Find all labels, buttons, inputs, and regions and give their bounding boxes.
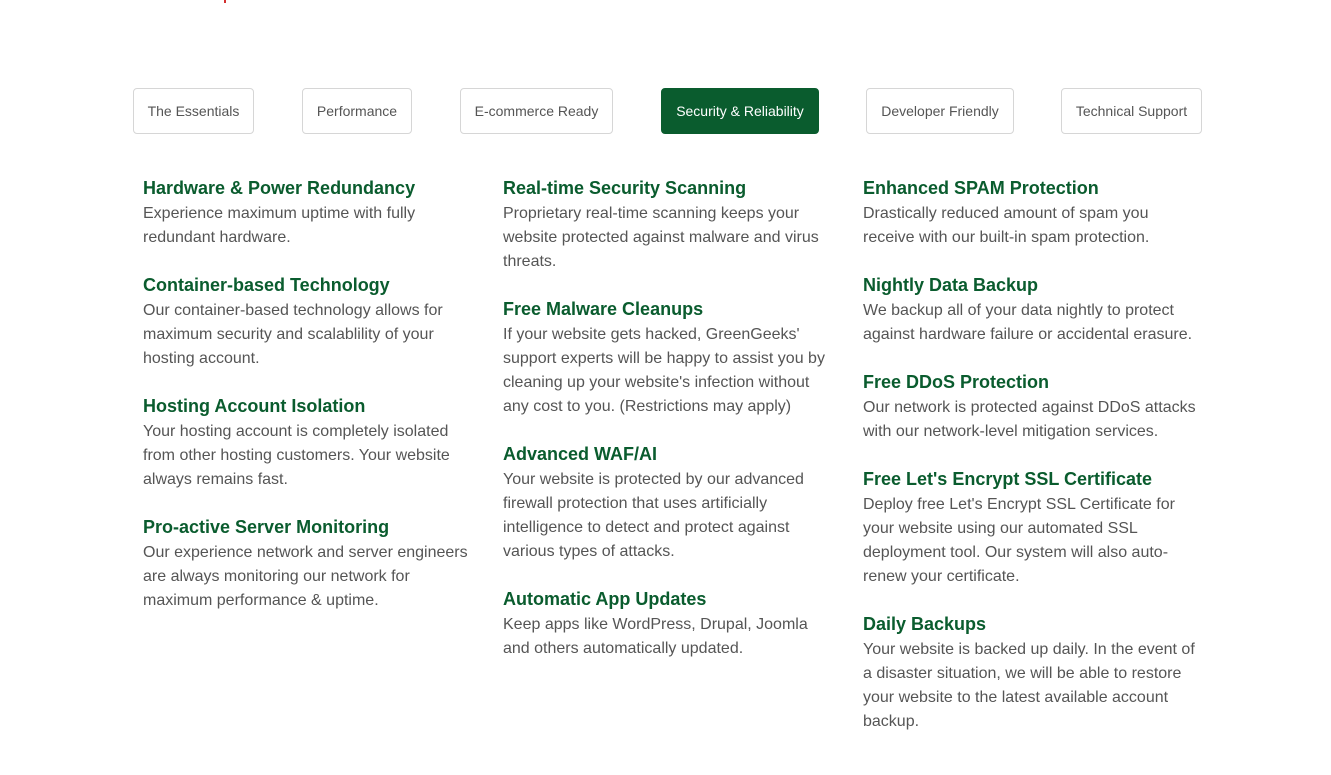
decorative-red-mark bbox=[224, 0, 226, 3]
feature-item bbox=[503, 587, 833, 661]
feature-description: Drastically reduced amount of spam you receive with our built-in spam protection. bbox=[863, 205, 1150, 246]
tab-performance[interactable]: Performance bbox=[302, 88, 412, 134]
tab-the-essentials[interactable]: The Essentials bbox=[133, 88, 254, 134]
feature-title: Advanced WAF/AI bbox=[503, 444, 658, 464]
tab-security-reliability[interactable]: Security & Reliability bbox=[661, 88, 819, 134]
feature-title: Pro-active Server Monitoring bbox=[143, 517, 390, 537]
feature-description: Experience maximum uptime with fully redundant hardware. bbox=[143, 205, 416, 246]
feature-item bbox=[143, 394, 483, 492]
feature-title: Automatic App Updates bbox=[503, 589, 707, 609]
feature-description: Your website is backed up daily. In the event of a disaster situation, we will be able to restore your website to the latest available account backup. bbox=[863, 641, 1195, 730]
feature-description: Deploy free Let's Encrypt SSL Certificate for your website using our automated SSL deployment tool. Our system will also auto-renew your certificate. bbox=[863, 496, 1175, 585]
feature-column-1 bbox=[143, 176, 483, 636]
feature-description: Our network is protected against DDoS attacks with our network-level mitigation services. bbox=[863, 399, 1196, 440]
tab-technical-support[interactable]: Technical Support bbox=[1061, 88, 1202, 134]
feature-title: Free Let's Encrypt SSL Certificate bbox=[863, 469, 1153, 489]
feature-item bbox=[503, 176, 833, 274]
feature-title: Nightly Data Backup bbox=[863, 275, 1039, 295]
feature-item bbox=[863, 176, 1198, 250]
feature-title: Free DDoS Protection bbox=[863, 372, 1050, 392]
feature-item bbox=[143, 273, 483, 371]
feature-title: Real-time Security Scanning bbox=[503, 178, 747, 198]
feature-description: Our experience network and server engineers are always monitoring our network for maximum performance & uptime. bbox=[143, 544, 468, 609]
feature-item bbox=[143, 176, 483, 250]
feature-title: Enhanced SPAM Protection bbox=[863, 178, 1099, 198]
feature-description: Your hosting account is completely isolated from other hosting customers. Your website always remains fast. bbox=[143, 423, 450, 488]
feature-description: We backup all of your data nightly to protect against hardware failure or accidental erasure. bbox=[863, 302, 1193, 343]
feature-item bbox=[503, 442, 833, 564]
feature-column-2 bbox=[503, 176, 833, 684]
feature-description: Your website is protected by our advanced firewall protection that uses artificially intelligence to detect and protect against various types of attacks. bbox=[503, 471, 804, 560]
tab-developer-friendly[interactable]: Developer Friendly bbox=[866, 88, 1014, 134]
feature-column-3 bbox=[863, 176, 1198, 757]
feature-title: Container-based Technology bbox=[143, 275, 390, 295]
feature-item bbox=[863, 612, 1198, 734]
feature-item bbox=[863, 273, 1198, 347]
feature-title: Hardware & Power Redundancy bbox=[143, 178, 416, 198]
feature-item bbox=[863, 370, 1198, 444]
feature-description: If your website gets hacked, GreenGeeks' support experts will be happy to assist you by cleaning up your website's infection without any cost to you. (Restrictions may apply) bbox=[503, 326, 825, 415]
feature-title: Daily Backups bbox=[863, 614, 987, 634]
feature-title: Hosting Account Isolation bbox=[143, 396, 366, 416]
feature-item bbox=[503, 297, 833, 419]
tab-e-commerce-ready[interactable]: E-commerce Ready bbox=[460, 88, 613, 134]
feature-description: Proprietary real-time scanning keeps your website protected against malware and virus threats. bbox=[503, 205, 819, 270]
feature-item bbox=[143, 515, 483, 613]
feature-title: Free Malware Cleanups bbox=[503, 299, 704, 319]
feature-description: Our container-based technology allows for maximum security and scalablility of your hosting account. bbox=[143, 302, 443, 367]
feature-item bbox=[863, 467, 1198, 589]
feature-description: Keep apps like WordPress, Drupal, Joomla and others automatically updated. bbox=[503, 616, 808, 657]
